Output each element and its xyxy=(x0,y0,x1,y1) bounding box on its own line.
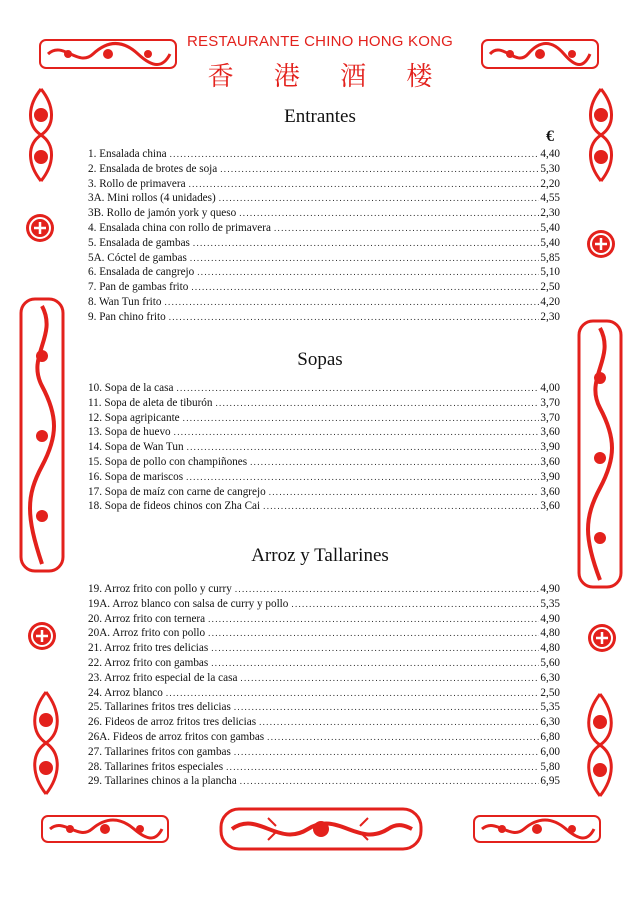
dot-leader xyxy=(170,147,540,162)
menu-item-name: 3B. Rollo de jamón york y queso xyxy=(88,207,237,220)
menu-item xyxy=(88,641,560,656)
menu-item-name: 19. Arroz frito con pollo y curry xyxy=(88,583,232,595)
menu-item-price: 4,80 xyxy=(540,642,560,655)
bottom-left-ornament xyxy=(40,813,170,845)
menu-item-name: 28. Tallarines fritos especiales xyxy=(88,760,224,773)
dot-leader xyxy=(269,485,540,500)
menu-item-price: 3,60 xyxy=(540,500,560,513)
menu-item-name: 2. Ensalada de brotes de soja xyxy=(88,162,218,175)
menu-item-name: 29. Tallarines chinos a la plancha xyxy=(88,775,237,788)
menu-item-price: 3,60 xyxy=(540,426,560,439)
dot-leader xyxy=(226,760,539,775)
dot-leader xyxy=(189,177,540,192)
menu-item-price: 6,30 xyxy=(540,671,560,684)
menu-item-name: 7. Pan de gambas frito xyxy=(88,281,189,294)
dot-leader xyxy=(208,612,539,627)
menu-item xyxy=(88,236,560,251)
dot-leader xyxy=(263,499,539,514)
menu-item-price: 5,40 xyxy=(540,221,560,234)
menu-item-price: 4,55 xyxy=(540,192,560,205)
left-scroll-panel xyxy=(18,296,66,574)
dot-leader xyxy=(291,597,539,612)
dot-leader xyxy=(190,251,540,266)
section-title-sopas: Sopas xyxy=(297,349,343,370)
menu-item xyxy=(88,730,560,745)
menu-item xyxy=(88,221,560,236)
top-left-ornament xyxy=(38,36,178,72)
menu-item-price: 5,40 xyxy=(540,236,560,249)
menu-item xyxy=(88,455,560,470)
menu-item-price: 2,50 xyxy=(540,686,560,699)
dot-leader xyxy=(165,295,540,310)
menu-item-name: 5. Ensalada de gambas xyxy=(88,236,190,249)
right-medallion-top xyxy=(585,228,617,260)
menu-item-price: 6,00 xyxy=(540,745,560,758)
right-lower-flower-ornament xyxy=(578,690,622,800)
dot-leader xyxy=(174,425,540,440)
dot-leader xyxy=(187,440,540,455)
menu-item-price: 4,40 xyxy=(540,148,560,160)
menu-item-name: 12. Sopa agripicante xyxy=(88,411,180,424)
menu-item-price: 3,70 xyxy=(540,411,560,424)
menu-item-name: 3. Rollo de primavera xyxy=(88,177,186,190)
menu-item xyxy=(88,381,560,396)
menu-item xyxy=(88,147,560,162)
menu-item xyxy=(88,626,560,641)
menu-item-name: 11. Sopa de aleta de tiburón xyxy=(88,396,213,409)
menu-item-name: 5A. Cóctel de gambas xyxy=(88,251,187,264)
menu-item xyxy=(88,582,560,597)
menu-item xyxy=(88,440,560,455)
menu-item-price: 4,80 xyxy=(540,627,560,640)
menu-item-name: 16. Sopa de mariscos xyxy=(88,470,184,483)
dot-leader xyxy=(239,206,539,221)
dot-leader xyxy=(234,700,540,715)
dot-leader xyxy=(240,774,540,789)
menu-item-name: 24. Arroz blanco xyxy=(88,686,163,699)
menu-item xyxy=(88,177,560,192)
dot-leader xyxy=(186,470,539,485)
menu-item-name: 13. Sopa de huevo xyxy=(88,426,171,439)
menu-item-name: 6. Ensalada de cangrejo xyxy=(88,266,195,279)
dot-leader xyxy=(234,745,540,760)
left-lower-flower-ornament xyxy=(24,688,68,798)
menu-item xyxy=(88,470,560,485)
menu-item-price: 3,90 xyxy=(540,441,560,454)
dot-leader xyxy=(208,626,539,641)
menu-item xyxy=(88,411,560,426)
left-flower-ornament xyxy=(20,85,62,185)
menu-item-name: 23. Arroz frito especial de la casa xyxy=(88,671,238,684)
menu-list-sopas xyxy=(88,381,560,514)
dot-leader xyxy=(215,396,539,411)
dot-leader xyxy=(193,236,540,251)
menu-item-name: 22. Arroz frito con gambas xyxy=(88,656,209,669)
menu-item xyxy=(88,745,560,760)
menu-item-price: 2,50 xyxy=(540,281,560,294)
menu-item-price: 2,20 xyxy=(540,177,560,190)
menu-item xyxy=(88,295,560,310)
dot-leader xyxy=(166,686,540,701)
dot-leader xyxy=(259,715,539,730)
menu-item-name: 14. Sopa de Wan Tun xyxy=(88,441,184,454)
right-flower-ornament xyxy=(580,85,622,185)
menu-item-name: 17. Sopa de maíz con carne de cangrejo xyxy=(88,485,266,498)
menu-item-price: 2,30 xyxy=(540,207,560,220)
menu-list-entrantes xyxy=(88,147,560,325)
menu-item xyxy=(88,485,560,500)
menu-item-price: 6,80 xyxy=(540,730,560,743)
menu-item xyxy=(88,700,560,715)
menu-item xyxy=(88,425,560,440)
menu-item xyxy=(88,656,560,671)
top-right-ornament xyxy=(480,36,600,72)
menu-item-name: 21. Arroz frito tres delicias xyxy=(88,642,209,655)
menu-item-price: 3,70 xyxy=(540,396,560,409)
menu-item-price: 3,90 xyxy=(540,470,560,483)
bottom-right-ornament xyxy=(472,813,602,845)
left-medallion-top xyxy=(24,212,56,244)
menu-item-name: 1. Ensalada china xyxy=(88,148,167,160)
menu-item-name: 4. Ensalada china con rollo de primavera xyxy=(88,221,271,234)
dot-leader xyxy=(250,455,539,470)
dot-leader xyxy=(197,265,539,280)
dot-leader xyxy=(267,730,539,745)
menu-item-price: 4,90 xyxy=(540,612,560,625)
dot-leader xyxy=(211,656,539,671)
menu-item-name: 18. Sopa de fideos chinos con Zha Cai xyxy=(88,500,261,513)
menu-item xyxy=(88,280,560,295)
dot-leader xyxy=(274,221,539,236)
dot-leader xyxy=(211,641,539,656)
menu-item-price: 6,30 xyxy=(540,716,560,729)
dot-leader xyxy=(235,582,540,597)
section-title-arroz-tallarines: Arroz y Tallarines xyxy=(251,545,389,566)
menu-item xyxy=(88,310,560,325)
menu-item-price: 4,00 xyxy=(540,382,560,394)
menu-item xyxy=(88,597,560,612)
menu-item-name: 25. Tallarines fritos tres delicias xyxy=(88,701,231,714)
menu-item xyxy=(88,191,560,206)
menu-item-name: 10. Sopa de la casa xyxy=(88,382,174,394)
menu-item-name: 26A. Fideos de arroz fritos con gambas xyxy=(88,730,265,743)
menu-item-name: 20A. Arroz frito con pollo xyxy=(88,627,206,640)
menu-item xyxy=(88,774,560,789)
dot-leader xyxy=(183,411,540,426)
restaurant-name: RESTAURANTE CHINO HONG KONG xyxy=(187,33,453,50)
menu-item-name: 9. Pan chino frito xyxy=(88,310,166,323)
menu-item xyxy=(88,715,560,730)
menu-item-price: 5,60 xyxy=(540,656,560,669)
menu-item-name: 8. Wan Tun frito xyxy=(88,295,162,308)
menu-item xyxy=(88,206,560,221)
menu-item xyxy=(88,671,560,686)
bottom-center-dragon-ornament xyxy=(218,806,424,852)
menu-item xyxy=(88,686,560,701)
menu-list-arroz-tallarines xyxy=(88,582,560,789)
menu-item xyxy=(88,265,560,280)
menu-item-price: 3,60 xyxy=(540,485,560,498)
menu-item-name: 19A. Arroz blanco con salsa de curry y pollo xyxy=(88,597,289,610)
menu-item-price: 6,95 xyxy=(540,775,560,788)
dot-leader xyxy=(176,381,539,396)
menu-item xyxy=(88,499,560,514)
menu-item-name: 20. Arroz frito con ternera xyxy=(88,612,206,625)
menu-item-price: 5,35 xyxy=(540,597,560,610)
menu-item-name: 15. Sopa de pollo con champiñones xyxy=(88,455,248,468)
menu-item-price: 5,80 xyxy=(540,760,560,773)
dot-leader xyxy=(220,162,539,177)
menu-item-price: 5,30 xyxy=(540,162,560,175)
menu-item-price: 2,30 xyxy=(540,310,560,323)
menu-item-price: 4,90 xyxy=(540,583,560,595)
menu-item-price: 5,85 xyxy=(540,251,560,264)
menu-item xyxy=(88,612,560,627)
dot-leader xyxy=(169,310,540,325)
menu-item-name: 3A. Mini rollos (4 unidades) xyxy=(88,192,216,205)
dot-leader xyxy=(240,671,539,686)
menu-item xyxy=(88,396,560,411)
currency-symbol: € xyxy=(546,128,554,145)
menu-item xyxy=(88,162,560,177)
dot-leader xyxy=(219,191,540,206)
menu-item-price: 5,35 xyxy=(540,701,560,714)
dot-leader xyxy=(191,280,539,295)
restaurant-name-chinese: 香 港 酒 楼 xyxy=(207,62,449,92)
menu-item-name: 26. Fideos de arroz fritos tres delicias xyxy=(88,716,257,729)
menu-item-price: 4,20 xyxy=(540,295,560,308)
right-medallion-bottom xyxy=(586,622,618,654)
menu-item-price: 3,60 xyxy=(540,455,560,468)
left-medallion-bottom xyxy=(26,620,58,652)
menu-item xyxy=(88,251,560,266)
menu-item-price: 5,10 xyxy=(540,266,560,279)
menu-item-name: 27. Tallarines fritos con gambas xyxy=(88,745,231,758)
menu-item xyxy=(88,760,560,775)
section-title-entrantes: Entrantes xyxy=(284,106,356,127)
